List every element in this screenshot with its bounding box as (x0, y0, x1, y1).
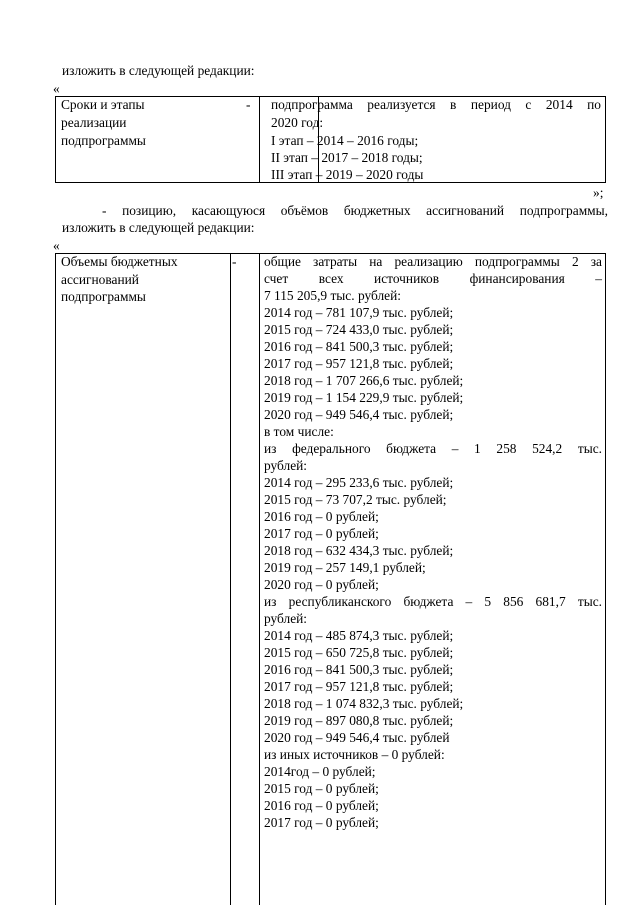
table1-value-line: II этап – 2017 – 2018 годы; (271, 150, 423, 165)
table2-value-line: 2016 год – 841 500,3 тыс. рублей; (264, 339, 454, 354)
table2-value-line: 2019 год – 257 149,1 рублей; (264, 560, 426, 575)
table2-value-line: из федерального бюджета – 1 258 524,2 тыс. (264, 441, 602, 456)
table2-value-line: 2017 год – 957 121,8 тыс. рублей; (264, 679, 454, 694)
table2-label-line: ассигнований (61, 272, 139, 287)
table2-value-line: 2015 год – 724 433,0 тыс. рублей; (264, 322, 454, 337)
table2-value-line: 2014 год – 485 874,3 тыс. рублей; (264, 628, 454, 643)
table1-value-line: 2020 год: (271, 115, 324, 130)
table1-dash: - (246, 97, 251, 112)
table2-value-line: 2017 год – 0 рублей; (264, 815, 379, 830)
quote-close: »; (593, 185, 604, 200)
table2-label-line: Объемы бюджетных (61, 254, 178, 269)
table1-label-line: Сроки и этапы (61, 97, 145, 112)
table2-value-line: 2018 год – 1 707 266,6 тыс. рублей; (264, 373, 464, 388)
table1-label-line: реализации (61, 115, 127, 130)
table2-value-line: 2015 год – 73 707,2 тыс. рублей; (264, 492, 447, 507)
table1-value-line: I этап – 2014 – 2016 годы; (271, 133, 419, 148)
table2-value-line: 2020 год – 0 рублей; (264, 577, 379, 592)
quote-open-2: « (53, 238, 60, 253)
table2-value-line: 2016 год – 841 500,3 тыс. рублей; (264, 662, 454, 677)
table2-dash: - (232, 254, 237, 269)
table2-value-line: 2017 год – 957 121,8 тыс. рублей; (264, 356, 454, 371)
table2-value-line: из иных источников – 0 рублей: (264, 747, 445, 762)
table2-value-line: 2017 год – 0 рублей; (264, 526, 379, 541)
table2-value-line: 2016 год – 0 рублей; (264, 509, 379, 524)
quote-open-1: « (53, 81, 60, 96)
table2-value-line: 2016 год – 0 рублей; (264, 798, 379, 813)
intro-line: изложить в следующей редакции: (62, 63, 255, 78)
table2-value-line: 7 115 205,9 тыс. рублей: (264, 288, 401, 303)
table2-value-line: 2015 год – 0 рублей; (264, 781, 379, 796)
table2-label-line: подпрограммы (61, 289, 146, 304)
paragraph-line: - позицию, касающуюся объёмов бюджетных ассигнований подпрограммы, (102, 203, 608, 218)
paragraph-line: изложить в следующей редакции: (62, 220, 255, 235)
table2-value-line: из республиканского бюджета – 5 856 681,7 тыс. (264, 594, 602, 609)
table2-value-line: 2014 год – 781 107,9 тыс. рублей; (264, 305, 454, 320)
table2-value-line: 2018 год – 632 434,3 тыс. рублей; (264, 543, 454, 558)
table2-value-line: 2019 год – 1 154 229,9 тыс. рублей; (264, 390, 464, 405)
table1-label-line: подпрограммы (61, 133, 146, 148)
table2-value-line: рублей: (264, 458, 308, 473)
table2-value-line: 2014 год – 295 233,6 тыс. рублей; (264, 475, 454, 490)
table2-value-line: 2020 год – 949 546,4 тыс. рублей; (264, 407, 454, 422)
table1-value-line: подпрограмма реализуется в период с 2014 по (271, 97, 601, 112)
table2-value-line: 2020 год – 949 546,4 тыс. рублей (264, 730, 450, 745)
table2-value-line: 2014год – 0 рублей; (264, 764, 376, 779)
table2-value-line: 2019 год – 897 080,8 тыс. рублей; (264, 713, 454, 728)
table2-value-line: общие затраты на реализацию подпрограммы 2 за (264, 254, 602, 269)
table2-value-line: в том числе: (264, 424, 334, 439)
table2-value-line: счет всех источников финансирования – (264, 271, 602, 286)
table2-value-line: 2015 год – 650 725,8 тыс. рублей; (264, 645, 454, 660)
table1-value-line: III этап – 2019 – 2020 годы (271, 167, 424, 182)
table2-value-line: рублей: (264, 611, 308, 626)
table2-value-line: 2018 год – 1 074 832,3 тыс. рублей; (264, 696, 464, 711)
